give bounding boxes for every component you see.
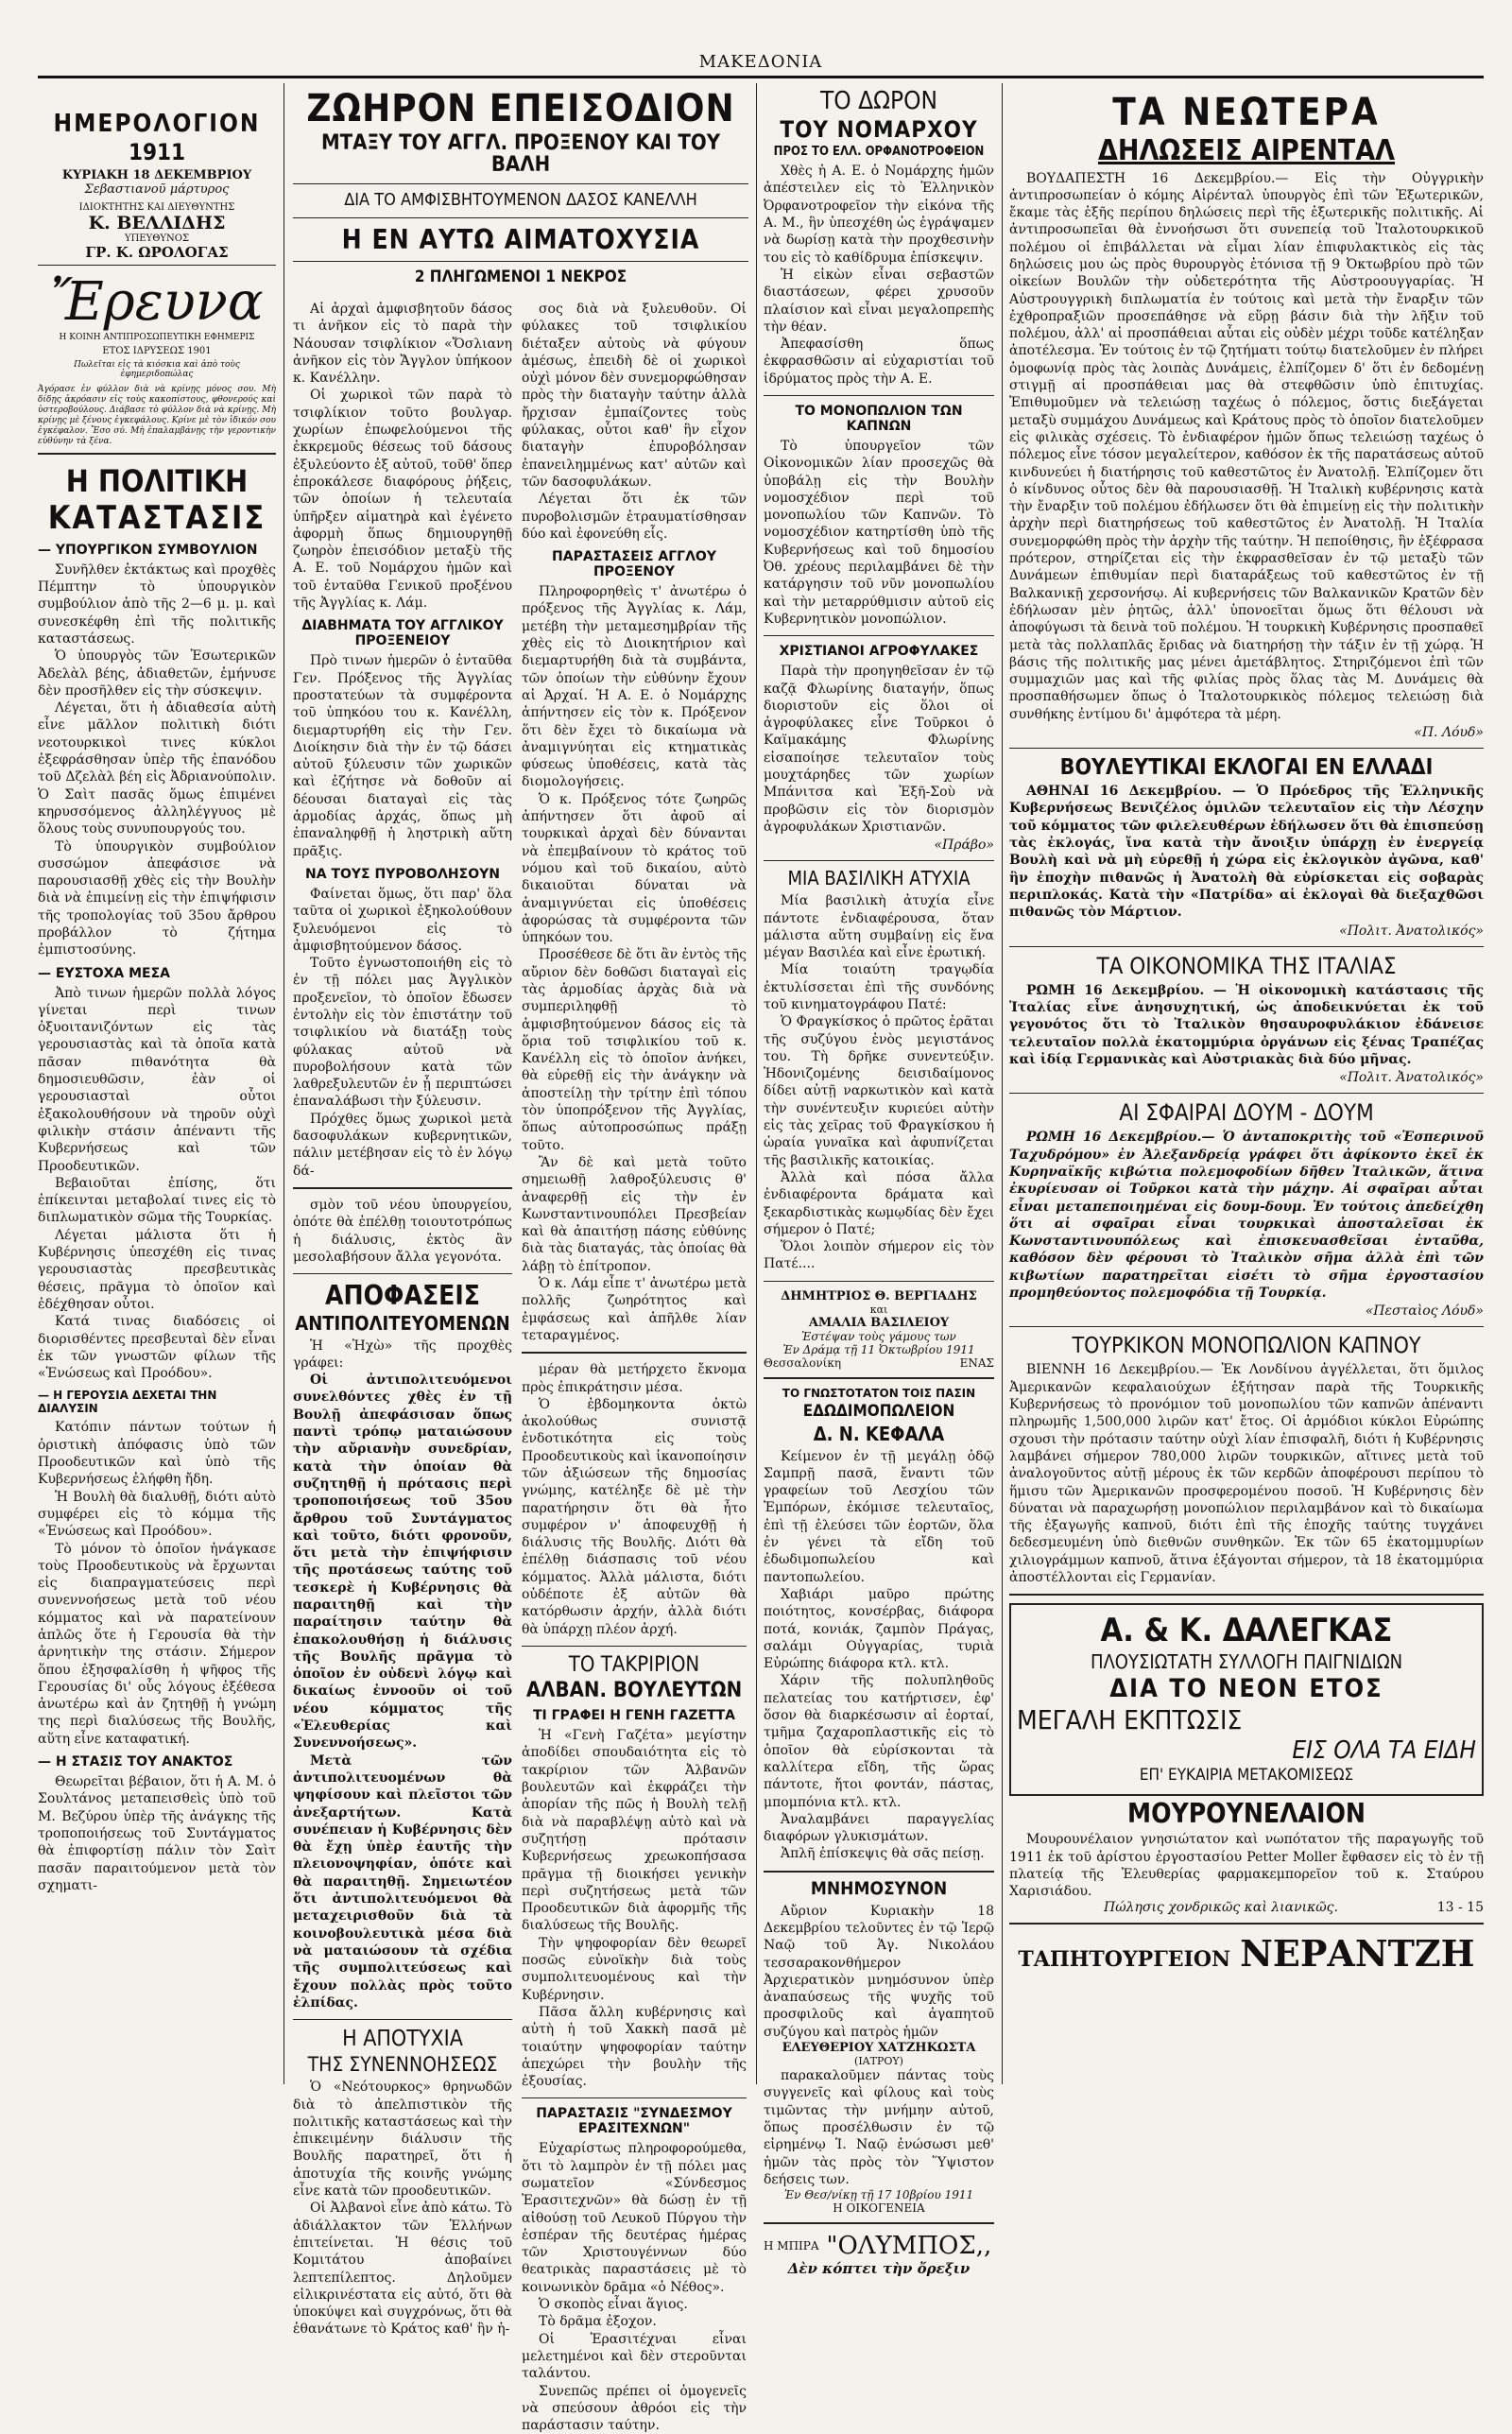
grocery-p1: Κείμενον ἐν τῇ μεγάλῃ ὁδῷ Σαμπρῇ πασᾶ, ἔναντι τῶν γραφείων τοῦ Λεσχίου τῶν Ἐμπόρων, ἐκόμισε τελευταῖος, ἐπὶ τῇ ἐλεύσει τῶν ἑορτῶν, ὅλα ἐν γένει τὰ εἴδη τοῦ ἐδωδιμοπωλείου καὶ παντοπωλείου. <box>764 1448 994 1585</box>
takririon-g2: Τὴν ψηφοφορίαν δὲν θεωρεῖ ποσῶς εὐνοϊκὴν διὰ τοὺς συμπολιτευομένους καὶ τὴν Κυβέρνησιν. <box>522 1935 747 2003</box>
incident-title: ΖΩΗΡΟΝ ΕΠΕΙΣΟΔΙΟΝ <box>306 87 735 130</box>
carpet-name: ΝΕΡΑΝΤΖΗ <box>1240 1932 1475 1976</box>
elections-text: ΑΘΗΝΑΙ 16 Δεκεμβρίου. — Ὁ Πρόεδρος τῆς Ἑλληνικῆς Κυβερνήσεως Βενιζέλος ὁμιλῶν τελευταῖον εἰς τὴν Λέσχην τοῦ κόμματος τῶν φιλελευθέρων ἐδήλωσεν ὅτι θὰ ἐπισπεύσῃ τὰς ἐκλογάς, ἵνα κατὰ τὴν ἄνοιξιν ὑπάρχῃ ἐν ἐνεργείᾳ Βουλὴ καὶ νὰ μὴ εὑρεθῇ ἡ χώρα εἰς ἐκλογικὸν ἀγῶνα, καθ' ἣν ἐποχὴν πιθανῶς ἡ Ἀνατολὴ θὰ εὑρίσκεται εἰς σοβαρὰς περιπλοκάς. Κατὰ τὴν «Πατρίδα» αἱ ἐκλογαὶ θὰ διεξαχθῶσι πιθανῶς τὸν Μάρτιον. <box>1009 784 1484 921</box>
dalegkas-line-4: ΕΙΣ ΟΛΑ ΤΑ ΕΙΔΗ <box>1292 1735 1476 1765</box>
carpet-ad <box>1009 1932 1484 1975</box>
divider <box>764 860 994 861</box>
incident-a3: Πρὸ τινων ἡμερῶν ὁ ἐνταῦθα Γεν. Πρόξενος τῆς Ἀγγλίας προστατεύων τὰ συμφέροντα τοῦ ὑπηκόου του κ. Κανέλλη, διεμαρτυρήθη εἰς τὴν Γεν. Διοίκησιν διὰ τὴν ἐν τῷ δάσει αὐτοῦ ξύλευσιν τῶν χωρικῶν καὶ ἐζήτησε νὰ δοθοῦν αἱ δέουσαι διαταγαὶ εἰς τὰς ἁρμοδίας ἀρχάς, ὅπως μὴ ἐπαναληφθῇ ἡ ληστρικὴ αὕτη πρᾶξις. <box>293 653 512 859</box>
erevna-text: Ἀγόρασε ἐν φύλλον διὰ νὰ κρίνῃς μόνος σου. Μὴ δίδῃς ἀκρόασιν εἰς τοὺς κακοπίστους, φθονερούς καὶ ὑστεροβούλους. Διάβασε τὸ φύλλον διὰ νὰ κρίνῃς. Μὴ κρίνῃς μὲ ξένους ἐγκεφάλους. Κρίνε μὲ τὸν ἰδικόν σου ἐγκέφαλον. Ἔσο σύ. Μὴ ἐπαλαμβάνῃς τὴν γεροντικὴν εὐθύνην τὰ ξένα. <box>38 385 276 447</box>
grocery-pre: ΤΟ ΓΝΩΣΤΟΤΑΤΟΝ ΤΟΙΣ ΠΑΣΙΝ <box>782 1386 976 1400</box>
memorial-family: Η ΟΙΚΟΓΕΝΕΙΑ <box>833 2201 925 2216</box>
olympos-slogan: Δὲν κόπτει τὴν ὄρεξιν <box>787 2260 971 2278</box>
aerenthal-text: ΒΟΥΔΑΠΕΣΤΗ 16 Δεκεμβρίου.— Εἰς τὴν Οὐγγρικὴν ἀντιπροσωπείαν ὁ κόμης Αἰρένταλ ὑπουργὸς ἐπὶ τῶν Ἐξωτερικῶν, ἔκαμε τὰς ἑξῆς περίπου δηλώσεις περὶ τῆς ἐξωτερικῆς πολιτικῆς. Αἱ ἀντιπροσωπεῖαι θὰ ἐννοήσωσι ὅτι συνεπείᾳ τοῦ Ἰταλοτουρκικοῦ πολέμου οἱ ἐπιβάλλεται νὰ εἶμαι λίαν ἐπιφυλακτικὸς εἰς τὰς δηλώσεις μου ὡς πρὸς θυρουργὸς ἐτόνισα τῇ 9 Ὀκτωβρίου πρὸ τῶν οἰκείων Βουλῶν τὴν οὐδετερότητα τῆς Αὐστροουγγαρίας. Ἡ Αὐστρουγγρικὴ διπλωματία ἐν τούτοις καὶ μετὰ τὴν ἔναρξιν τῶν ἐχθροπραξιῶν προσεπάθησε νὰ εὕρῃ βάσιν διὰ τὴν λῆξιν τοῦ πολέμου, ἀλλ' αἱ προσπάθειαι αὗται εἰς οὐδὲν μέχρι τοῦδε κατέληξαν ἀποτέλεσμα. Ἐν τούτοις ἐν τῷ ζητήματι τούτῳ διατελοῦμεν ἐν πλήρει ὁμοφωνίᾳ πρὸς τὰς λοιπὰς Δυνάμεις, ἐλπίζομεν δ' ὅτι ἐν δεδομένῃ στιγμῇ αἱ προσπάθειαι μας θὰ στεφθῶσιν ὑπὸ ἐπιτυχίας. Ἐπιθυμοῦμεν νὰ τελειώσῃ ταχέως ὁ πόλεμος, ὅστις διεξάγεται μεταξὺ συμμάχου Δυνάμεως καὶ Κράτους πρὸς τὸ ὁποῖον διατελοῦμεν εἰς φιλικὰς σχέσεις. Τὸ ἐνδιαφέρον ἡμῶν ὅπως τελειώσῃ ταχέως ὁ πόλεμος εἶνε τόσον μεγαλείτερον, καθόσον ἐκ τῆς παρατάσεως αὐτοῦ κινδυνεύει ἡ διατήρησις τοῦ καθεστῶτος ἐν Ἀνατολῇ. Ἐλπίζομεν ὅτι ὁ κίνδυνος οὗτος δὲν θὰ παρουσιασθῇ. Ἡ Ἰταλικὴ κυβέρνησις κατὰ τὴν ἔναρξιν τοῦ πολέμου ἐδήλωσεν ὅτι θὰ ἐπιμείνῃ εἰς τὴν πολιτικὴν ἀρχὴν περὶ διατηρήσεως τοῦ καθεστῶτος ἐν Ἀνατολῇ. Ἡ Ἰταλία συνεμορφώθη πρὸς τὴν ἀρχὴν τῆς ταύτην. Ἡ πεποίθησις, ἣν ἐξέφρασα πρότερον, στηρίζεται εἰς τὴν ἐκφρασθεῖσαν ἐν τῷ μεταξὺ τῶν Δυνάμεων ἐπιθυμίαν περὶ διαταράξεως τοῦ καθεστῶτος ἐν τῇ Βαλκανικῇ χερσονήσῳ. Αἱ κυβερνήσεις τῶν Βαλκανικῶν Κρατῶν δὲν ἐδήλωσαν μὲν ῥητῶς, ἀλλ' ὑπονοεῖται ὅμως ὅτι θέλουσι νὰ ἀποφύγωσι τὰ δεινὰ τοῦ πολέμου. Ἡ τουρκικὴ Κυβέρνησις προσπαθεῖ μετὰ τὰς πολλαπλᾶς ἔριδας νὰ διατηρήσῃ τὴν τάξιν ἐν τῇ χώρᾳ. Ἡ βάσις τῆς πολιτικῆς μας μένει ἀμετάβλητος. Στηριζόμενοι ἐπὶ τῶν συμμαχιῶν μας καὶ τῆς φιλίας πρὸς ὅλας τὰς Μ. Δυνάμεις θὰ προσπαθήσωμεν ὅπως ὁ Ἰταλοτουρκικὸς πόλεμος τελειώσῃ διὰ συνθήκης ἐντίμου δι' ἀμφότερα τὰ μέρη. <box>1009 170 1484 722</box>
amateurs-h5: Συνεπῶς πρέπει οἱ ὁμογενεῖς νὰ σπεύσουν ἀθρόοι εἰς τὴν παράστασιν ταύτην. <box>522 2383 747 2434</box>
incident-a1: Αἱ ἀρχαὶ ἀμφισβητοῦν δάσος τι ἀνῆκον εἰς τὸ παρὰ τὴν Νάουσαν τσιφλίκιον «Ὄσλιανη ἀνῆκον εἰς τὸν Ἄγγλον ὑπήκοον κ. Κανέλλην. <box>293 302 512 387</box>
aerenthal-signature: «Π. Λόυδ» <box>1414 725 1484 740</box>
failure-title-2: ΤΗΣ ΣΥΝΕΝΝΟΗΣΕΩΣ <box>307 2053 498 2077</box>
wedding-line: Ἐστέψαν τοὺς γάμους των <box>801 1329 956 1343</box>
dalegkas-ad <box>1009 1603 1484 1796</box>
royal-d4: Ἀλλὰ καὶ πόσα ἄλλα ἐνδιαφέροντα δράματα καὶ ξεκαρδιστικὰς κωμῳδίας δὲν ἔχει σήμερον ὁ Πατέ; <box>764 1169 994 1237</box>
calendar-year: 1911 <box>128 139 186 166</box>
incident-subtitle: ΜΤΑΞΥ ΤΟΥ ΑΓΓΛ. ΠΡΟΞΕΝΟΥ ΚΑΙ ΤΟΥ ΒΑΛΗ <box>320 131 721 178</box>
grocery-p3: Χάριν τῆς πολυπληθοῦς πελατείας του κατήρτισεν, ἐφ' ὅσον θὰ διαρκέσωσιν αἱ ἑορταί, τμῆμα ζαχαροπλαστικῆς εἰς τὸ ὁποῖον θὰ εὑρίσκονται τὰ καλλίτερα εἴδη, τῆς ὥρας πάντοτε, ἤτοι φοντάν, πάστας, μπομπόνια κτλ. κτλ. <box>764 1673 994 1810</box>
royal-d1: Μία βασιλικὴ ἀτυχία εἶνε πάντοτε ἐνδιαφέρουσα, ὅταν μάλιστα αὕτη συμβαίνῃ εἰς ἕνα μέγαν Βασιλέα καὶ εἶνε ἐρωτική. <box>764 893 994 961</box>
guards-title: ΧΡΙΣΤΙΑΝΟΙ ΑΓΡΟΦΥΛΑΚΕΣ <box>779 644 979 660</box>
divider <box>764 1871 994 1873</box>
amateurs-h1: Εὐχαρίστως πληροφορούμεθα, ὅτι τὸ λαμπρὸν ἐν τῇ πόλει μας σωματεῖον «Σύνδεσμος Ἐρασιτεχνῶν» θὰ δώσῃ ἐν τῇ αἰθούσῃ τοῦ Λευκοῦ Πύργου τὴν ἑσπέραν τῆς δευτέρας ἡμέρας τῶν Χριστουγέννων δύο θεατρικὰς παραστάσεις μὲ τὸ κοινωνικὸν δρᾶμα «ὁ Νέθος». <box>522 2141 747 2295</box>
divider <box>764 1281 994 1282</box>
divider <box>293 1273 512 1274</box>
erevna-where: Πωλεῖται εἰς τὰ κιόσκια καὶ ἀπὸ τοὺς ἐφημεριδοπώλας <box>74 360 240 380</box>
memorial-title: ΜΝΗΜΟΣΥΝΟΝ <box>810 1877 948 1899</box>
divider <box>1009 946 1484 947</box>
takririon-title-2: ΑΛΒΑΝ. ΒΟΥΛΕΥΤΩΝ <box>525 1679 743 1703</box>
politics-p10: Ἡ Βουλὴ θὰ διαλυθῇ, διότι αὐτὸ συμφέρει εἰς τὸ κόμμα τῆς «Ἑνώσεως καὶ Προόδου». <box>38 1489 276 1540</box>
incident-casualties: 2 ΠΛΗΓΩΜΕΝΟΙ 1 ΝΕΚΡΟΣ <box>414 268 627 287</box>
amateurs-h4: Οἱ Ἐρασιτέχναι εἶναι μελετημένοι καὶ δὲν στεροῦνται ταλάντου. <box>522 2331 747 2382</box>
incident-a2: Οἱ χωρικοὶ τῶν παρὰ τὸ τσιφλίκιον τοῦτο βουλγαρ. χωρίων ἐπωφελούμενοι τῆς ἐκκρεμοῦς θέσεως τοῦ δάσους ἐξυλεύοντο ἐξ αὐτοῦ, τοῦθ' ὅπερ ἐπροκάλεσε διαφόρους ῥήξεις, τῶν ὁποίων ἡ τελευταία ὑπῆρξεν αἱματηρὰ καὶ ἐγένετο ἀφορμὴ ὅπως δημιουργηθῇ ζωηρὸν ἐπεισόδιον μεταξὺ τῆς Α. Ε. τοῦ Νομάρχου ἡμῶν καὶ τοῦ ἐνταῦθα Γενικοῦ προξένου τῆς Ἀγγλίας κ. Λάμ. <box>293 388 512 612</box>
incident-a5: Τοῦτο ἐγνωστοποιήθη εἰς τὸ ἐν τῇ πόλει μας Ἀγγλικὸν προξενεῖον, τὸ ὁποῖον ἔδωσεν ἐντολὴν εἰς τὸν ἐπιστάτην τοῦ τσιφλικίου νὰ διατάξῃ τοὺς φύλακας αὐτοῦ νὰ πυροβολήσουν κατὰ τῶν λαθρεξυλευτῶν ἐν ᾗ περιπτώσει ἐπαναλάβωσι τὴν ξύλευσιν. <box>293 956 512 1110</box>
memorial-title-dr: (ΙΑΤΡΟΥ) <box>854 2055 903 2068</box>
column-rule <box>1002 83 1003 2084</box>
grocery-p5: Ἁπλῆ ἐπίσκεψις θὰ σᾶς πείσῃ. <box>781 1846 985 1862</box>
divider <box>1009 1594 1484 1596</box>
tobacco-monopoly-title: ΤΟΥΡΚΙΚΟΝ ΜΟΝΟΠΩΛΙΟΝ ΚΑΠΝΟΥ <box>1072 1334 1421 1359</box>
royal-d5: Ὅλοι λοιπὸν σήμερον εἰς τὸν Πατέ.... <box>764 1239 994 1272</box>
incident-b1: σος διὰ νὰ ξυλευθοῦν. Οἱ φύλακες τοῦ τσιφλικίου διέταξεν αὐτοὺς νὰ φύγουν ἀμέσως, ἐπειδὴ δὲ οἱ χωρικοὶ οὐχὶ μόνον δὲν συνεμορφώθησαν πρὸς τὴν διαταγὴν ταύτην ἀλλὰ ἤρχισαν ἐμπαίζοντες τοὺς φύλακας, οὗτοι καθ' ἣν εἶχον διαταγὴν ἐπυροβόλησαν ἐπανειλημμένως κατ' αὐτῶν καὶ τῶν δασοφυλάκων. <box>522 302 747 490</box>
incident-forest: ΔΙΑ ΤΟ ΑΜΦΙΣΒΗΤΟΥΜΕΝΟΝ ΔΑΣΟΣ ΚΑΝΕΛΛΗ <box>344 190 697 211</box>
politics-sec-4: — Η ΣΤΑΣΙΣ ΤΟΥ ΑΝΑΚΤΟΣ <box>38 1754 233 1770</box>
politics-p6: Βεβαιοῦται ἐπίσης, ὅτι ἐπίκεινται μεταβολαί τινες εἰς τὸ διπλωματικὸν σῶμα τῆς Τουρκίας. <box>38 1175 276 1226</box>
gift-a1: Χθὲς ἡ Α. Ε. ὁ Νομάρχης ἡμῶν ἀπέστειλεν εἰς τὸ Ἑλληνικὸν Ὀρφανοτροφεῖον τὴν εἰκόνα τῆς Α. Μ., ἣν ὑπεσχέθη ὡς ἐγράψαμεν νὰ δωρίσῃ κατὰ τὴν προχθεσινὴν του εἰς τὸ καθίδρυμα ἐπίσκεψιν. <box>764 164 994 266</box>
gift-a2: Ἡ εἰκὼν εἶναι σεβαστῶν διαστάσεων, φέρει χρυσοῦν πλαίσιον καὶ εἶναι μεγαλοπρεπὴς τὴν θέαν. <box>764 267 994 335</box>
cod-oil-footer <box>1009 1900 1484 1915</box>
cod-oil-text: Μουρουνέλαιον γνησιώτατον καὶ νωπότατον τῆς παραγωγῆς τοῦ 1911 ἐκ τοῦ ἀρίστου ἐργοστασίου Petter Moller ἔφθασεν εἰς τὸ ἐν τῇ πλατείᾳ τῆς Ἐλευθερίας φαρμακεμπορεῖον τοῦ κ. Σταύρου Χαρισιάδου. <box>1009 1832 1484 1900</box>
decisions-title-2: ΑΝΤΙΠΟΛΙΤΕΥΟΜΕΝΩΝ <box>295 1311 510 1335</box>
elections-title: ΒΟΥΛΕΥΤΙΚΑΙ ΕΚΛΟΓΑΙ ΕΝ ΕΛΛΑΔΙ <box>1059 755 1434 780</box>
decisions-d2: Οἱ ἀντιπολιτευόμενοι συνελθόντες χθὲς ἐν τῇ Βουλῇ ἀπεφάσισαν ὅπως παντὶ τρόπῳ ματαιώσουν τὴν αὔριανὴν συνεδρίαν, κατὰ τὴν ὁποίαν θὰ συζητηθῇ ἡ πρότασις περὶ τροποποιήσεως τοῦ 35ου ἄρθρου τοῦ Συντάγματος καὶ τοῦτο, διότι φρονοῦν, ὅτι μετὰ τὴν ἐπιψήφισιν τῆς προτάσεως ταύτης τοῦ τεσκερὲ ἡ Κυβέρνησις θὰ παραιτηθῇ καὶ τὴν παραίτησιν ταύτην θὰ ἐπακολουθήσῃ ἡ διάλυσις τῆς Βουλῆς πρᾶγμα τὸ ὁποῖον ἐν οὐδενὶ λόγῳ καὶ δικαίως ἐννοοῦν οἱ τοῦ νέου κόμματος τῆς «Ἐλευθερίας καὶ Συνεννοήσεως». <box>293 1372 512 1752</box>
calendar-box <box>38 112 276 266</box>
failure-f1: μέραν θὰ μετήρχετο ἔκνομα πρὸς ἐπικράτησιν μέσα. <box>522 1362 747 1395</box>
divider <box>1009 1093 1484 1094</box>
politics-title-2: ΚΑΤΑΣΤΑΣΙΣ <box>47 499 266 538</box>
takririon-g1: Ἡ «Γενὴ Γαζέτα» μεγίστην ἀποδίδει σπουδαιότητα εἰς τὸ τακρίριον τῶν Ἀλβανῶν βουλευτῶν καὶ ἐκφράζει τὴν ἀπορίαν τῆς πῶς ἡ Βουλὴ τελῇ διὰ νὰ παραβλέψῃ αὐτὸ καὶ νὰ συζητήσῃ πρότασιν Κυβερνήσεως χρεωκοπήσασα πρᾶγμα τῇ διοικήσει γενικὴν περὶ συζητήσεως μετὰ τῶν Προοδευτικῶν διὰ ἀφορμῆς τῆς διαλύσεως τῆς Βουλῆς. <box>522 1728 747 1934</box>
wedding-city: Θεσσαλονίκη <box>764 1355 842 1370</box>
incident-a6: Πρόχθες ὅμως χωρικοὶ μετὰ δασοφυλάκων κυβερνητικῶν, πάλιν μετέβησαν εἰς τὸ ἐν λόγῳ δά- <box>293 1111 512 1179</box>
resp-label: ΥΠΕΥΘΥΝΟΣ <box>124 233 190 245</box>
politics-p9: Κατόπιν πάντων τούτων ἡ ὁριστικὴ ἀπόφασις ὑπὸ τῶν Προοδευτικῶν καὶ ὑπὸ τῆς Κυβερνήσεως ἐλήφθη ἤδη. <box>38 1420 276 1488</box>
owner-label: ΙΔΙΟΚΤΗΤΗΣ ΚΑΙ ΔΙΕΥΘΥΝΤΗΣ <box>78 202 235 214</box>
politics-p2: Ὁ ὑπουργὸς τῶν Ἐσωτερικῶν Ἀδελὰλ βέης, ἀδιαθετῶν, ἐμήνυσε δὲν προσῆλθεν εἰς τὴν σύσκεψιν. <box>38 648 276 699</box>
guards-c1: Παρὰ τὴν προηγηθεῖσαν ἐν τῷ καζᾷ Φλωρίνης διαταγήν, ὅπως διοριστοῦν εἰς ὅλοι οἱ ἀγροφύλακες εἶνε Τοῦρκοι ὁ Καϊμακάμης Φλωρίνης εἰσαποίησε τελευταῖον τοὺς μουχτάρηδες τῶν χωρίων Μπάνιτσα καὶ Ἐξῆ-Σοὺ νὰ προβῶσιν εἰς τὸν διορισμὸν ἀγροφυλάκων Χριστιανῶν. <box>764 664 994 835</box>
grocery-p2: Χαβιάρι μαῦρο πρώτης ποιότητος, κονσέρβας, διάφορα ποτά, κονιάκ, ζαμπὸν Πράγας, σαλάμι Οὐγγαρίας, τυριὰ Εὐρώπης διάφορα κτλ. κτλ. <box>764 1586 994 1672</box>
divider <box>1009 748 1484 749</box>
col2b <box>522 301 747 2434</box>
aerenthal-title: ΔΗΛΩΣΕΙΣ ΑΙΡΕΝΤΑΛ <box>1098 134 1395 167</box>
cod-oil-ref: 13 - 15 <box>1436 1900 1484 1916</box>
takririon-g3: Πᾶσα ἄλλη κυβέρνησις καὶ αὐτὴ ἡ τοῦ Χακκὴ πασᾶ μὲ τοιαύτην ψηφοφορίαν ταύτην ἀπεχώρει τὴν βουλὴν τῆς ἐξουσίας. <box>522 2004 747 2090</box>
politics-sec-1: — ΥΠΟΥΡΓΙΚΟΝ ΣΥΜΒΟΥΛΙΟΝ <box>38 542 258 558</box>
politics-p7: Λέγεται μάλιστα ὅτι ἡ Κυβέρνησις ὑπεσχέθη εἰς τινας γερουσιαστὰς πρεσβευτικὰς θέσεις, πρᾶγμα τὸ ὁποῖον καὶ ἐδέχθησαν οὗτοι. <box>38 1227 276 1312</box>
politics-p1: Συνῆλθεν ἐκτάκτως καὶ προχθὲς Πέμπτην τὸ ὑπουργικὸν συμβούλιον ἀπὸ τῆς 2—6 μ. μ. καὶ συνεσκέφθη ἐπὶ τῆς πολιτικῆς καταστάσεως. <box>38 561 276 647</box>
tobacco-title: ΤΟ ΜΟΝΟΠΩΛΙΟΝ ΤΩΝ ΚΑΠΝΩΝ <box>795 403 963 434</box>
italy-signature: «Πολιτ. Ἀνατολικός» <box>1339 1070 1484 1086</box>
politics-title-1: Η ΠΟΛΙΤΙΚΗ <box>65 463 249 500</box>
calendar-date: ΚΥΡΙΑΚΗ 18 ΔΕΚΕΜΒΡΙΟΥ <box>61 168 252 183</box>
amateurs-h3: Τὸ δρᾶμα ἐξοχον. <box>539 2314 657 2330</box>
divider <box>1009 1923 1484 1925</box>
left-column <box>38 83 276 2087</box>
dumdum-text: ΡΩΜΗ 16 Δεκεμβρίου.— Ὁ ἀνταποκριτὴς τοῦ «Ἑσπερινοῦ Ταχυδρόμου» ἐν Ἀλεξανδρείᾳ γράφει ὅτι ἀφίκοντο ἐκεῖ ἐκ Κυρηναϊκῆς κιβώτια πολεμοφοδίων δῆθεν Ἰταλικῶν, ἅτινα ἐκυρίευσαν οἱ Τοῦρκοι κατὰ τὴν μάχην. Αἱ σφαῖραι αὗται εἶναι μεταπεποιημέναι εἰς δουμ-δουμ. Ἐν τούτοις ἀπεδείχθη ὅτι αἱ σφαῖραι εἶναι τουρκικαὶ ἀποσταλεῖσαι ἐκ Κωνσταντινουπόλεως καὶ ἐπισκευασθεῖσαι ἐνταῦθα, καθόσον δὲν φέρουσι τὸ Ἰταλικὸν σῆμα ἀλλὰ ἐπὶ τῶν κιβωτίων παρατηρεῖται εἰσέτι τὸ σῆμα ἐργοστασίου προμηθεύοντος πολεμοφόδια τῇ Τουρκίᾳ. <box>1009 1130 1484 1302</box>
politics-p4: Τὸ ὑπουργικὸν συμβούλιον συσσώμον ἀπεφάσισε νὰ παρουσιασθῇ χθὲς εἰς τὴν Βουλὴν διὰ νὰ ἐπιμείνῃ εἰς τὴν ἐπιψήφισιν τῆς τροπολογίας τοῦ 35ου ἄρθρου προβάλλον τὸ ζήτημα ἐμπιστοσύνης. <box>38 838 276 958</box>
resp-name: ΓΡ. Κ. ΩΡΟΛΟΓΑΣ <box>85 244 229 262</box>
divider <box>293 1187 512 1189</box>
politics-p5: Ἀπὸ τινων ἡμερῶν πολλὰ λόγος γίνεται περὶ τινων ὀξυοιτανιζόντων εἰς τὰς γερουσιαστὰς καὶ τὰ ὁποῖα κατὰ πᾶσαν πιθανότητα θὰ δημοσιευθῶσιν, ἐὰν οἱ γερουσιασταὶ οὗτοι ἐξακολουθήσουν νὰ τηροῦν οὐχὶ φιλικὴν στάσιν ἀπέναντι τῆς Κυβερνήσεως καὶ τῶν Προοδευτικῶν. <box>38 985 276 1174</box>
dalegkas-line-1: ΠΛΟΥΣΙΩΤΑΤΗ ΣΥΛΛΟΓΗ ΠΑΙΓΝΙΔΙΩΝ <box>1090 1650 1403 1674</box>
failure-title-1: Η ΑΠΟΤΥΧΙΑ <box>342 2027 463 2052</box>
divider <box>293 261 748 262</box>
wedding-date: Ἐν Δράμᾳ τῇ 11 Ὀκτωβρίου 1911 <box>782 1342 975 1356</box>
wedding-signer: ΕΝΑΣ <box>959 1355 994 1370</box>
incident-b7: Ὁ κ. Λάμ εἶπε τ' ἀνωτέρω μετὰ πολλῆς ζωηρότητος καὶ ἐμφάσεως καὶ ἀπῆλθε λίαν τεταραγμένος. <box>522 1276 747 1343</box>
divider <box>522 2097 747 2098</box>
column-rule <box>756 83 757 2084</box>
decisions-d3: Μετὰ τῶν ἀντιπολιτευομένων θὰ ψηφίσουν καὶ πλεῖστοι τῶν ἀνεξαρτήτων. Κατὰ συνέπειαν ἡ Κυβέρνησις δὲν θὰ ἔχῃ ὑπὲρ ἑαυτῆς τὴν πλειονοψηφίαν, ὁπότε καὶ θὰ παραιτηθῇ. Σημειωτέον ὅτι ἀντιπολιτευόμενοι θὰ μεταχειρισθοῦν διὰ τὰ κοινοβουλευτικὰ μέσα διὰ νὰ ματαιώσουν τὰ σχέδια τῆς συμπολιτεύσεως καὶ ἔχουν πολλὰς πρὸς τοῦτο ἐλπίδας. <box>293 1752 512 2011</box>
gift-a3: Ἀπεφασίσθη ὅπως ἐκφρασθῶσιν αἱ εὐχαριστίαι τοῦ ἱδρύματος πρὸς τὴν Α. Ε. <box>764 337 994 387</box>
erevna-tagline: Η ΚΟΙΝΗ ΑΝΤΙΠΡΟΣΩΠΕΥΤΙΚΗ ΕΦΗΜΕΡΙΣ <box>59 333 255 343</box>
tobacco-monopoly-text: ΒΙΕΝΝΗ 16 Δεκεμβρίου.— Ἐκ Λονδίνου ἀγγέλλεται, ὅτι ὅμιλος Ἀμερικανῶν κεφαλαιούχων ἐξήτησαν παρὰ τῆς Τουρκικῆς Κυβερνήσεως τὸ προνόμιον τοῦ μονοπωλίου τῶν καπνῶν ἀπέναντι πληρωμῆς 1,500,000 λιρῶν κατ' ἔτος. Οἱ ἁρμόδιοι κύκλοι Εὐρώπης σχουσι τὴν πρότασιν ταύτην οὐχὶ λίαν ἐπισφαλῆ, διότι ἡ Κυβέρνησις λαμβάνει σήμερον 780,000 λιρῶν τουρκικῶν, αἵτινες μετὰ τοῦ ἀναλογοῦντος αὐτῇ μέρους ἐκ τῶν κερδῶν ἀποφέρουσι περίπου τὸ ἥμισυ τῶν Ἀμερικανῶν προσφερομένου ποσοῦ. Ἡ Κυβέρνησις δὲν δύναται νὰ παραχωρήσῃ μονοπώλιον περιλαμβάνον καὶ τὸ δικαίωμα τῆς ἐξαγωγῆς καπνοῦ, διότι ἐπὶ τῆς ἐποχῆς ταύτης τυγχάνει δεδεσμευμένη ὑπὸ διεθνῶν συνθηκῶν. Ἐκ τῶν 65 ἑκατομμυρίων χιλιογράμμων καπνοῦ, ἅτινα ἐξάγονται σήμερον, τὰ 18 ἑκατομμύρια ἀποστέλλονται εἰς Γερμανίαν. <box>1009 1362 1484 1586</box>
divider <box>764 395 994 396</box>
royal-title: ΜΙΑ ΒΑΣΙΛΙΚΗ ΑΤΥΧΙΑ <box>787 867 971 890</box>
dalegkas-name: Α. & Κ. ΔΑΛΕΓΚΑΣ <box>1100 1612 1393 1650</box>
memorial-p2: παρακαλοῦμεν πάντας τοὺς συγγενεῖς καὶ φίλους καὶ τοὺς τιμῶντας τὴν μνήμην αὐτοῦ, ὅπως προσέλθωσιν ἐν τῷ εἰρημένῳ Ἱ. Ναῷ ἐνώσωσι μεθ' ἡμῶν τὰς πρὸς τὸν Ὕψιστον δεήσεις των. <box>764 2068 994 2187</box>
wedding-and: και <box>869 1303 888 1316</box>
memorial-date: Ἐν Θεσ/νίκῃ τῇ 17 10βρίου 1911 <box>783 2188 974 2202</box>
divider <box>522 1646 747 1647</box>
carpet-label: ΤΑΠΗΤΟΥΡΓΕΙΟΝ <box>1018 1947 1231 1973</box>
news-title: ΤΑ ΝΕΩΤΕΡΑ <box>1112 91 1381 134</box>
politics-sec-2: — ΕΥΣΤΟΧΑ ΜΕΣΑ <box>38 965 170 981</box>
erevna-year: ΕΤΟΣ ΙΔΡΥΣΕΩΣ 1901 <box>102 346 212 357</box>
incident-b4: Ὁ κ. Πρόξενος τότε ζωηρῶς ἀπήντησεν ὅτι ἀφοῦ αἱ τουρκικαὶ ἀρχαὶ δὲν δύνανται νὰ ἐπεμβαίνουν τὸ κράτος τοῦ νόμου καὶ τοῦ δικαίου, αὐτὸ δικαιοῦται δύναται νὰ ἀναμιγνύεται εἰς ὑποθέσεις ἀφορώσας τὰ συμφέροντα τῶν ὑπηκόων του. <box>522 791 747 946</box>
royal-d3: Ὁ Φραγκίσκος ὁ πρῶτος ἐρᾶται τῆς συζύγου ἑνὸς μεγιστάνος του. Τὴ δρῆκε συνεντεύξιν. Ἡδονιζομένης δεισιδαίμονος δίδει αὐτῇ ναρκωτικὸν καὶ κατὰ τὴν συνέντευξιν κυριεύει αὐτὴν εἰς τὰς χεῖρας τοῦ Φραγκίσκου ἡ ὡραία γυναῖκα καὶ ἀφυπνίζεται τῆς βασιλικῆς κατοικίας. <box>764 1014 994 1168</box>
decisions-d1: Ἡ «Ἠχὼ» τῆς προχθὲς γράφει: <box>293 1338 512 1371</box>
divider <box>293 2019 512 2020</box>
memorial-p1: Αὔριον Κυριακὴν 18 Δεκεμβρίου τελοῦντες ἐν τῷ Ἱερῷ Ναῷ τοῦ Ἁγ. Νικολάου τεσσαρακονθήμερον Ἀρχιερατικὸν μνημόσυνον ὑπὲρ ἀναπαύσεως τῆς ψυχῆς τοῦ προσφιλοῦς καὶ ἀγαπητοῦ συζύγου καὶ πατρὸς ἡμῶν <box>764 1903 994 2040</box>
cod-oil-title: ΜΟΥΡΟΥΝΕΛΑΙΟΝ <box>1127 1797 1366 1829</box>
politics-p12: Θεωρεῖται βέβαιον, ὅτι ἡ Α. Μ. ὁ Σουλτάνος μεταπεισθεὶς ὑπὸ τοῦ Μ. Βεζύρου ὑπὲρ τῆς ἀνάγκης τῆς τροποποιήσεως τοῦ Συντάγματος θὰ ἐπιφορτίσῃ πάλιν τὸν Σαὶτ πασᾶν παραιτούμενον μετὰ τὸν σχηματι- <box>38 1774 276 1893</box>
italy-title: ΤΑ ΟΙΚΟΝΟΜΙΚΑ ΤΗΣ ΙΤΑΛΙΑΣ <box>1096 952 1397 979</box>
wedding-footer <box>764 1356 994 1370</box>
gift-title-1: ΤΟ ΔΩΡΟΝ <box>820 87 937 115</box>
takririon-title-1: ΤΟ ΤΑΚΡΙΡΙΟΝ <box>568 1652 700 1677</box>
tobacco-b1: Τὸ ὑπουργεῖον τῶν Οἰκονομικῶν λίαν προσεχῶς θὰ ὑποβάλῃ εἰς τὴν Βουλὴν νομοσχέδιον περὶ τοῦ μονοπωλίου τῶν Καπνῶν. Τὸ νομοσχέδιον κατηρτίσθη ὑπὸ τῆς Κυβερνήσεως καὶ τοῦ δημοσίου Ὀθ. χρέους περιλαμβάνει δὲ τὴν κατάργησιν τοῦ νῦν μονοπωλίου καὶ τὴν μεταρρύθμισιν αὐτοῦ εἰς Κυβερνητικὸν μονοπώλιον. <box>764 438 994 627</box>
incident-sub-1: ΔΙΑΒΗΜΑΤΑ ΤΟΥ ΑΓΓΛΙΚΟΥ ΠΡΟΞΕΝΕΙΟΥ <box>301 618 504 649</box>
divider <box>1009 1326 1484 1327</box>
politics-p8: Κατά τινας διαδόσεις οἱ διορισθέντες πρεσβευταὶ δὲν εἶναι ἐκ τῶν γνωστῶν φίλων τῆς «Ἑνώσεως καὶ Προόδου». <box>38 1314 276 1382</box>
masthead: ΜΑΚΕΔΟΝΙΑ <box>698 52 823 72</box>
dalegkas-line-3: ΜΕΓΑΛΗ ΕΚΠΤΩΣΙΣ <box>1017 1704 1243 1736</box>
dalegkas-line-2: ΔΙΑ ΤΟ ΝΕΟΝ ΕΤΟΣ <box>1109 1674 1383 1704</box>
wedding-name-2: ΑΜΑΛΙΑ ΒΑΣΙΛΕΙΟΥ <box>808 1315 950 1330</box>
takririon-sub: ΤΙ ΓΡΑΦΕΙ Η ΓΕΝΗ ΓΑΖΕΤΤΑ <box>533 1708 735 1724</box>
amateurs-h2: Ὁ σκοπὸς εἶναι ἅγιος. <box>539 2297 688 2313</box>
divider <box>764 1377 994 1379</box>
memorial-name: ΕΛΕΥΘΕΡΙΟΥ ΧΑΤΖΗΚΩΣΤΑ <box>782 2041 976 2056</box>
royal-d2: Μία τοιαύτη τραγῳδία ἐκτυλίσσεται ἐπὶ τῆς συνδόνης τοῦ κινηματογράφου Πατέ: <box>764 962 994 1012</box>
incident-sub-2: ΝΑ ΤΟΥΣ ΠΥΡΟΒΟΛΗΣΟΥΝ <box>305 866 500 882</box>
guards-signature: «Πράβο» <box>934 837 994 854</box>
calendar-saint: Σεβαστιανοῦ μάρτυρος <box>84 182 230 198</box>
incident-a4: Φαίνεται ὅμως, ὅτι παρ' ὅλα ταῦτα οἱ χωρικοὶ ἐξηκολούθουν ξυλευόμενοι εἰς τὸ ἀμφισβητούμενον δάσος. <box>293 886 512 954</box>
olympos-pre: Η ΜΠΙΡΑ <box>764 2239 819 2253</box>
dumdum-signature: «Πεσταὶος Λόυδ» <box>1365 1303 1484 1320</box>
grocery-title: ΕΔΩΔΙΜΟΠΩΛΕΙΟΝ <box>802 1401 955 1421</box>
divider <box>293 217 748 218</box>
politics-continued: σμὸν τοῦ νέου ὑπουργείου, ὁπότε θὰ ἐπέλθῃ τοιουτοτρόπως ἡ διάλυσις, ἐκτὸς ἂν μεσολαβήσουν ἄλλα γεγονότα. <box>293 1197 512 1265</box>
politics-sec-3: — Η ΓΕΡΟΥΣΙΑ ΔΕΧΕΤΑΙ ΤΗΝ ΔΙΑΛΥΣΙΝ <box>38 1389 217 1416</box>
wedding-name-1: ΔΗΜΗΤΡΙΟΣ Θ. ΒΕΡΓΙΑΔΗΣ <box>781 1288 977 1303</box>
col3 <box>764 83 994 2278</box>
col2a <box>293 301 512 2338</box>
grocery-p4: Ἀναλαμβάνει παραγγελίας διαφόρων γλυκισμάτων. <box>764 1811 994 1845</box>
erevna-logo: Ἔρευνα <box>50 271 264 334</box>
dalegkas-line-5: ΕΠ' ΕΥΚΑΙΡΙΑ ΜΕΤΑΚΟΜΙΣΕΩΣ <box>1139 1766 1354 1786</box>
divider <box>293 183 748 184</box>
incident-b3: Πληροφορηθεὶς τ' ἀνωτέρω ὁ πρόξενος τῆς Ἀγγλίας κ. Λάμ, μετέβη τὴν μεταμεσημβρίαν τῆς χθὲς εἰς τὸ Διοικητήριον καὶ διεμαρτυρήθη διὰ τὰ συμβάντα, τῶν ὁποίων τὴν εὐθύνην ἔχουν αἱ Ἀρχαί. Ἡ Α. Ε. ὁ Νομάρχης ἀπήντησεν εἰς τὸν κ. Πρόξενον ὅτι δὲν ἔχει τὸ δικαίωμα νὰ ἀναμιγνύηται εἰς κτηματικὰς φύσεως ὑποθέσεις, κατὰ τὰς διομολογήσεις. <box>522 584 747 790</box>
failure-e2: Οἱ Ἀλβανοὶ εἶνε ἀπὸ κάτω. Τὸ ἀδιάλλακτον τῶν Ἑλλήνων ἐπιτείνεται. Ἡ θέσις τοῦ Κομιτάτου ἀποβαίνει λεπτεπίλεπτος. Δηλοῦμεν εἰλικρινέστατα εἰς αὐτό, ὅτι θὰ ὑποκύψει καὶ συγχρόνως, ὅτι θὰ ἐθανάτωνε τὸ Κράτος καθ' ἣν ἡ- <box>293 2201 512 2338</box>
decisions-title-1: ΑΠΟΦΑΣΕΙΣ <box>325 1280 480 1312</box>
incident-b2: Λέγεται ὅτι ἐκ τῶν πυροβολισμῶν ἐτραυματίσθησαν δύο καὶ ἐφονεύθη εἷς. <box>522 492 747 542</box>
col4 <box>1009 83 1484 2087</box>
incident-b5: Προσέθεσε δὲ ὅτι ἂν ἐντὸς τῆς αὔριον δὲν δοθῶσι διαταγαὶ εἰς τὰς ἁρμοδίας ἀρχὰς διὰ νὰ συμπεριληφθῇ τὸ ἀμφισβητούμενον δάσος εἰς τὰ ὅρια τοῦ τσιφλικίου τοῦ κ. Κανέλλη εἰς τὸ ὁποῖον ἀνήκει, θὰ εὑρεθῇ εἰς τὴν ἀνάγκην νὰ ἀποστείλῃ τὴν τρίτην ἐπὶ τόπου τὸν ὑποπρόξενον τῆς Ἀγγλίας, ὅπως αὐτοπροσώπως πράξῃ τοῦτο. <box>522 947 747 1153</box>
gift-title-2: ΤΟΥ ΝΟΜΑΡΧΟΥ <box>780 116 978 144</box>
divider <box>764 635 994 636</box>
failure-f2: Ὁ ἐβδομηκοντα ὀκτὼ ἀκολούθως συνιστᾷ ἐνδοτικότητα εἰς τοὺς Προοδευτικοὺς καὶ ἱκανοποίησιν τῶν ἀξιώσεων τῆς δημοσίας γνώμης, κατέληξε δὲ μὲ τὴν παρατήρησιν ὅτι θὰ ἦτο συμφέρον ν' ἀποφευχθῇ ἡ διάλυσις τῆς Βουλῆς. Διότι θὰ ἐπέλθῃ διάσπασις τοῦ νέου κόμματος. Ἀλλὰ μάλιστα, διότι οὐδέποτε ἐξ αὐτῶν θὰ κατόρθωσιν ἀρχήν, ἀλλὰ διότι θὰ ὑπάρχῃ πλέον ἀρχή. <box>522 1396 747 1637</box>
divider <box>764 2222 994 2224</box>
grocery-name: Δ. Ν. ΚΕΦΑΛΑ <box>813 1422 945 1445</box>
olympos-ad <box>764 2232 994 2260</box>
incident-bloodshed: Η ΕΝ ΑΥΤΩ ΑΙΜΑΤΟΧΥΣΙΑ <box>341 224 700 256</box>
owner-name: Κ. ΒΕΛΛΙΔΗΣ <box>88 213 226 234</box>
dumdum-title: ΑΙ ΣΦΑΙΡΑΙ ΔΟΥΜ - ΔΟΥΜ <box>1119 1099 1374 1127</box>
divider <box>522 1352 747 1354</box>
erevna-ad <box>38 266 276 455</box>
incident-b6: Ἂν δὲ καὶ μετὰ τοῦτο σημειωθῇ λαθροξύλευσις θ' ἀναφερθῇ εἰς τὴν ἐν Κωνσταντινουπόλει Πρεσβείαν καὶ θὰ ἀπαιτήσῃ πάσης εὐθύνης διὰ τὰς διαταγάς, τὰς ὁποίας θὰ λάβῃ τὸ ἐπίτροπον. <box>522 1154 747 1274</box>
elections-signature: «Πολιτ. Ἀνατολικός» <box>1339 923 1484 939</box>
failure-e1: Ὁ «Νεότουρκος» θρηνωδῶν διὰ τὸ ἀπελπιστικὸν τῆς πολιτικῆς καταστάσεως καὶ τὴν ἐπικειμένην διάλυσιν τῆς Βουλῆς παρατηρεῖ, ὅτι ἡ ἀποτυχία τῆς κοινῆς γνώμης εἶνε κατὰ τῶν προοδευτικῶν. <box>293 2080 512 2200</box>
italy-text: ΡΩΜΗ 16 Δεκεμβρίου. — Ἡ οἰκονομικὴ κατάστασις τῆς Ἰταλίας εἶνε ἀνησυχητική, ὡς ἀποδεικνύεται ἐκ τοῦ γεγονότος ὅτι τὸ Ἰταλικὸν θησαυροφυλάκιον ἐδάνεισε τελευταῖον πολλὰ ἑκατομμύρια ὀργάνων εἰς ξένας Τραπέζας καὶ ἰδίᾳ Γερμανικὰς καὶ Αὐστριακὰς διὰ δύο μῆνας. <box>1009 982 1484 1067</box>
incident-sub-3: ΠΑΡΑΣΤΑΣΕΙΣ ΑΓΓΛΟΥ ΠΡΟΞΕΝΟΥ <box>552 549 716 580</box>
politics-p3: Λέγεται, ὅτι ἡ ἀδιαθεσία αὐτὴ εἶνε μᾶλλον πολιτικὴ διότι νεοτουρκικοὶ τινες κύκλοι ἐξεφράσθησαν ὑπὲρ τῆς ἐπανόδου τοῦ Δζελὰλ βέη εἰς Ἀδριανούπολιν. Ὁ Σαὶτ πασᾶς ὅμως ἐπιμένει κηρυσσόμενος ἀλληλέγγυος μὲ ὅλους τοὺς συνυπουργούς του. <box>38 700 276 837</box>
masthead-rule <box>38 76 1484 78</box>
gift-title-3: ΠΡΟΣ ΤΟ ΕΛΛ. ΟΡΦΑΝΟΤΡΟΦΕΙΟΝ <box>773 145 985 160</box>
politics-p11: Τὸ μόνον τὸ ὁποῖον ἠνάγκασε τοὺς Προοδευτικοὺς νὰ ἔρχωνται εἰς διαπραγματεύσεις περὶ συνεννοήσεως μετὰ τοῦ νέου κόμματος καὶ νὰ παρατείνουν ἀπλῶς ὅτε ἡ Γερουσία θὰ τὴν ἀρνητικὴν της στάσιν. Σήμερον ὅπου ἐξησφαλίσθη ἡ ψῆφος τῆς Γερουσίας δι' οὗς λόγους ἐξέθεσα ἀνωτέρω καὶ ἀν ζητηθῇ ἡ γνώμη της περὶ διαλύσεως τῆς Βουλῆς, αὕτη εἶνε καταφατική. <box>38 1541 276 1747</box>
olympos-name: "ΟΛΥΜΠΟΣ,, <box>826 2232 992 2261</box>
calendar-title: ΗΜΕΡΟΛΟΓΙΟΝ <box>53 110 261 138</box>
cod-oil-sale: Πώλησις χονδρικῶς καὶ λιανικῶς. <box>1104 1900 1338 1916</box>
amateurs-title: ΠΑΡΑΣΤΑΣΙΣ "ΣΥΝΔΕΣΜΟΥ ΕΡΑΣΙΤΕΧΝΩΝ" <box>536 2106 732 2137</box>
incident-headline <box>293 83 748 287</box>
